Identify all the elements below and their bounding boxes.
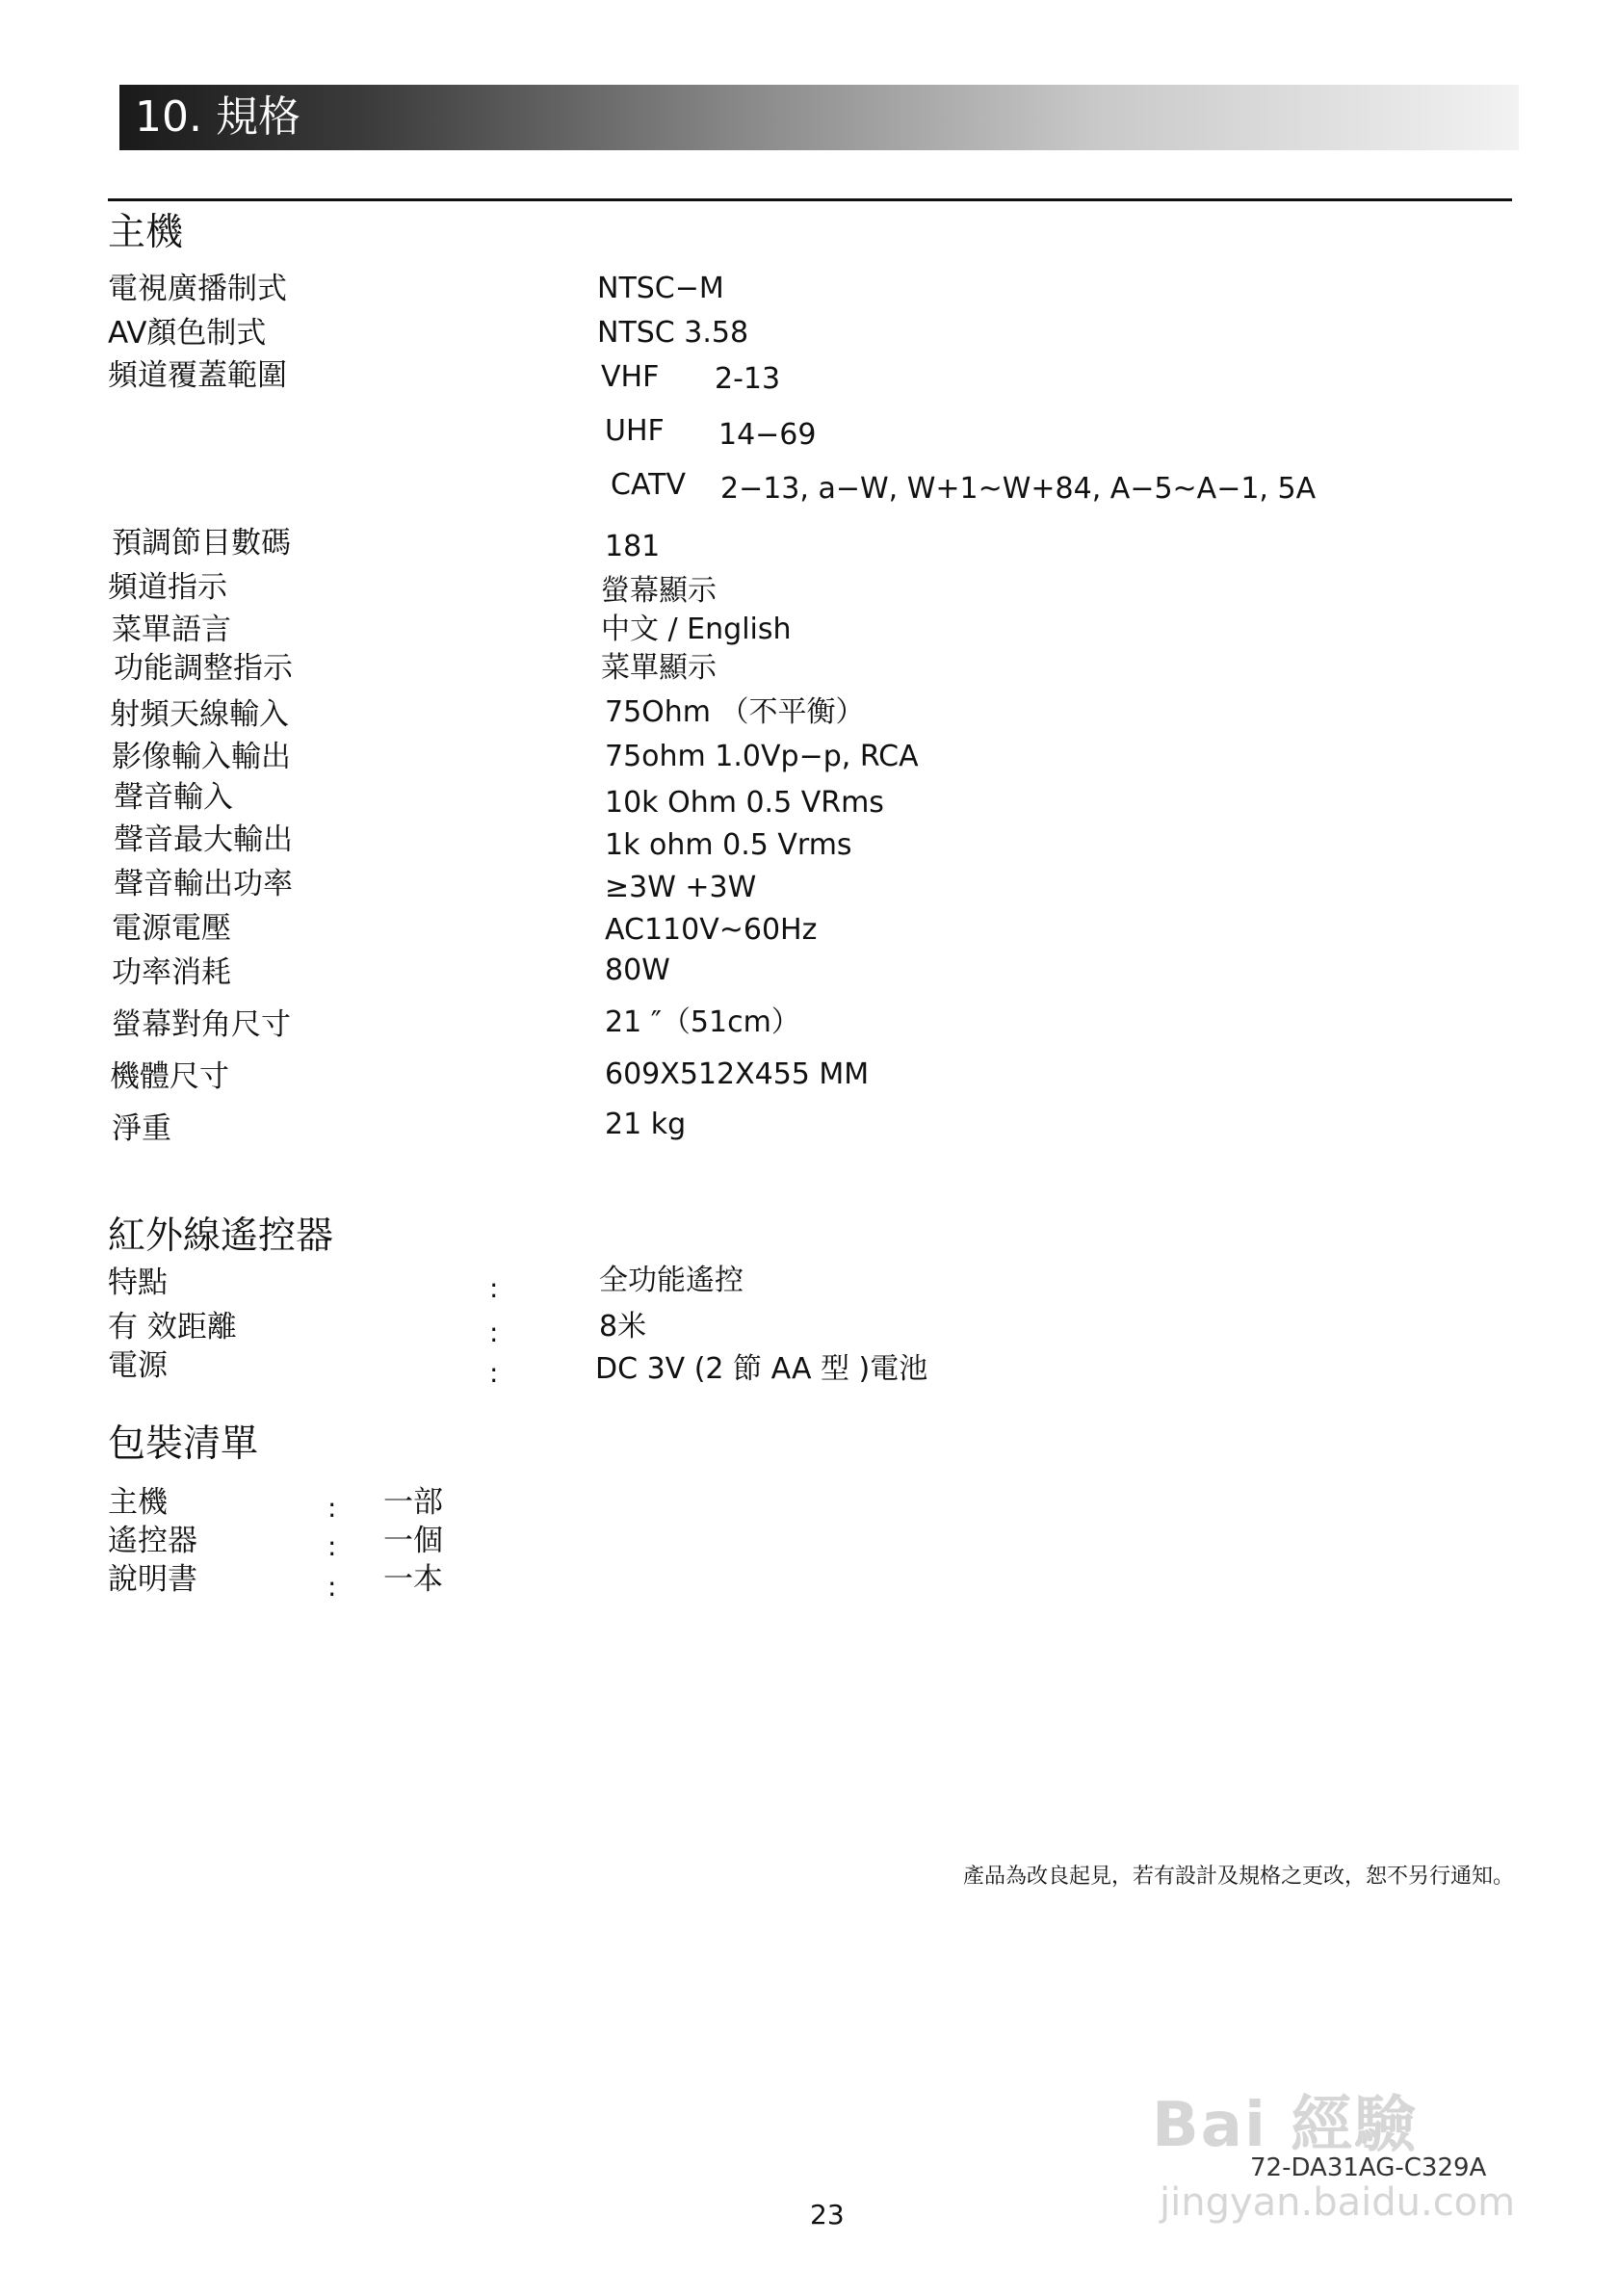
spec-value: 1k ohm 0.5 Vrms bbox=[605, 828, 852, 862]
colon: : bbox=[327, 1530, 337, 1562]
spec-value: 全功能遙控 bbox=[599, 1264, 744, 1297]
horizontal-rule bbox=[108, 198, 1512, 201]
main-unit-heading: 主機 bbox=[108, 211, 184, 254]
list-item-value: 一個 bbox=[383, 1524, 443, 1558]
spec-value: ≥3W +3W bbox=[605, 871, 757, 904]
list-item-label: 說明書 bbox=[108, 1562, 197, 1597]
spec-label: 菜單語言 bbox=[112, 613, 231, 647]
spec-label: 特點 bbox=[108, 1265, 168, 1300]
colon: : bbox=[489, 1272, 499, 1304]
spec-label: 有 效距離 bbox=[108, 1310, 237, 1344]
spec-label: 頻道覆蓋範圍 bbox=[108, 358, 287, 393]
section-title-bar bbox=[119, 85, 1519, 150]
spec-value: 21 ″（51cm） bbox=[605, 1005, 800, 1039]
spec-value: NTSC−M bbox=[597, 272, 724, 305]
section-title: 10. 規格 bbox=[135, 92, 300, 142]
spec-label: 電視廣播制式 bbox=[108, 272, 287, 306]
spec-label: 功率消耗 bbox=[112, 955, 231, 990]
list-item-label: 遙控器 bbox=[108, 1524, 197, 1558]
spec-value: 75Ohm （不平衡） bbox=[605, 695, 865, 729]
spec-value: 中文 / English bbox=[601, 613, 792, 646]
spec-label: 淨重 bbox=[112, 1111, 171, 1146]
colon: : bbox=[489, 1317, 499, 1348]
watermark-url: jingyan.baidu.com bbox=[1160, 2180, 1516, 2225]
spec-value: 181 bbox=[605, 530, 661, 563]
watermark-logo: Bai 經驗 bbox=[1152, 2090, 1419, 2161]
spec-value: 80W bbox=[605, 953, 670, 987]
list-item-value: 一部 bbox=[383, 1485, 443, 1520]
spec-label: 電源電壓 bbox=[112, 911, 231, 946]
spec-label: 射頻天線輸入 bbox=[110, 697, 289, 732]
spec-value: DC 3V (2 節 AA 型 )電池 bbox=[595, 1352, 928, 1386]
list-item-value: 一本 bbox=[383, 1562, 443, 1597]
spec-value: 菜單顯示 bbox=[601, 651, 717, 685]
spec-label: 螢幕對角尺寸 bbox=[112, 1007, 291, 1042]
spec-value: 10k Ohm 0.5 VRms bbox=[605, 786, 884, 820]
spec-value: 螢幕顯示 bbox=[601, 574, 717, 608]
band-range: 14−69 bbox=[718, 418, 817, 452]
list-item-label: 主機 bbox=[108, 1485, 168, 1520]
spec-value: 75ohm 1.0Vp−p, RCA bbox=[605, 740, 919, 773]
colon: : bbox=[327, 1571, 337, 1603]
band-range: 2−13, a−W, W+1~W+84, A−5~A−1, 5A bbox=[720, 472, 1317, 506]
spec-value: 21 kg bbox=[605, 1108, 687, 1141]
spec-value: NTSC 3.58 bbox=[597, 316, 749, 350]
spec-value: AC110V~60Hz bbox=[605, 913, 818, 947]
spec-label: 聲音輸入 bbox=[114, 780, 233, 815]
spec-value: 8米 bbox=[599, 1310, 647, 1344]
band-range: 2-13 bbox=[715, 362, 781, 396]
package-heading: 包裝清單 bbox=[108, 1422, 259, 1466]
spec-label: 聲音輸出功率 bbox=[114, 867, 293, 901]
colon: : bbox=[489, 1357, 499, 1389]
spec-label: 預調節目數碼 bbox=[112, 526, 291, 561]
model-code: 72-DA31AG-C329A bbox=[1250, 2153, 1487, 2182]
page-number: 23 bbox=[810, 2199, 845, 2231]
spec-label: 電源 bbox=[108, 1348, 168, 1383]
remote-heading: 紅外線遙控器 bbox=[108, 1214, 334, 1258]
colon: : bbox=[327, 1492, 337, 1524]
spec-label: AV顏色制式 bbox=[108, 316, 267, 351]
spec-label: 聲音最大輸出 bbox=[114, 822, 293, 857]
band-name: VHF bbox=[601, 360, 660, 394]
spec-label: 影像輸入輸出 bbox=[112, 740, 291, 774]
disclaimer-note: 產品為改良起見，若有設計及規格之更改，恕不另行通知。 bbox=[962, 1865, 1514, 1889]
band-name: CATV bbox=[611, 468, 686, 502]
spec-label: 功能調整指示 bbox=[114, 651, 293, 686]
spec-label: 頻道指示 bbox=[108, 570, 227, 605]
band-name: UHF bbox=[605, 414, 665, 448]
spec-label: 機體尺寸 bbox=[110, 1059, 229, 1094]
spec-value: 609X512X455 MM bbox=[605, 1057, 870, 1091]
